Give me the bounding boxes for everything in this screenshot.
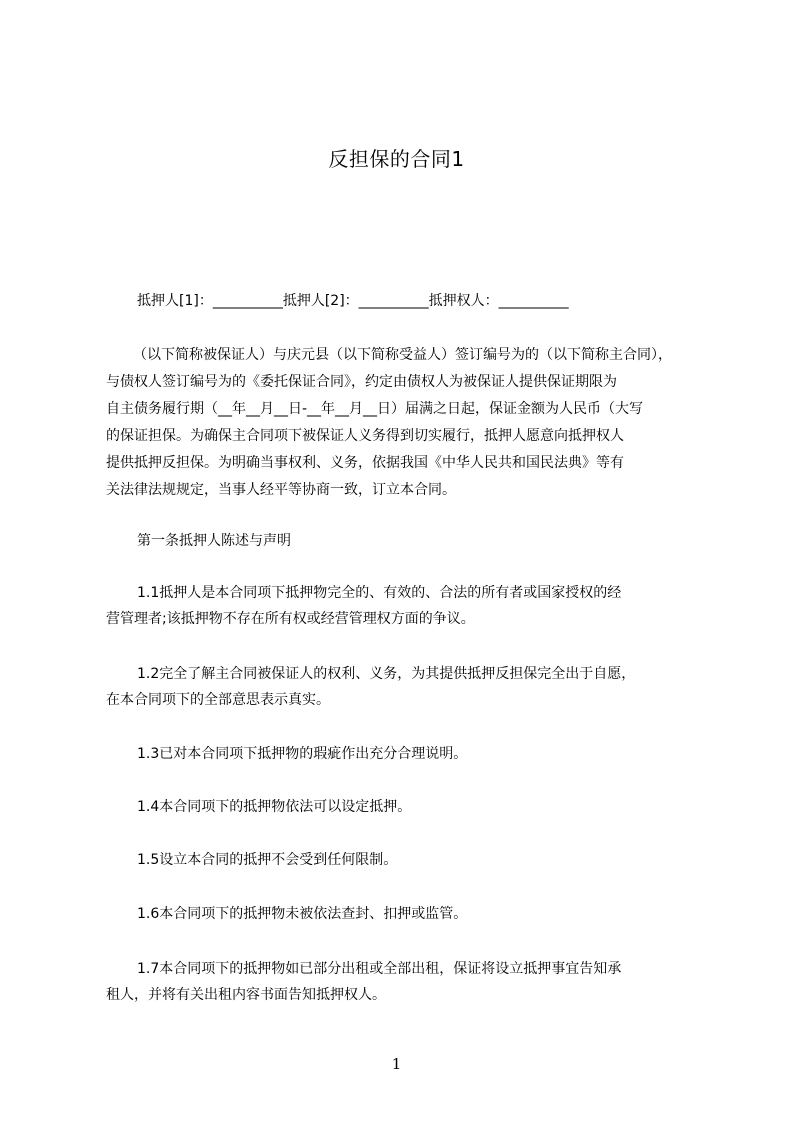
intro-line-1: （以下简称被保证人）与庆元县（以下简称受益人）签订编号为的（以下简称主合同）， [133,347,672,363]
intro-line-2: 与债权人签订编号为的《委托保证合同》，约定由债权人为被保证人提供保证期限为 [106,374,617,390]
clause-1-2-line-1: 1.2完全了解主合同被保证人的权利、义务，为其提供抵押反担保完全出于自愿， [137,666,636,682]
document-title: 反担保的合同1 [328,147,465,171]
clause-1-2-line-2: 在本合同项下的全部意思表示真实。 [106,692,330,708]
intro-line-3: 自主债务履行期（__年__月__日-__年__月__日）届满之日起，保证金额为人民币（大写 [106,401,644,417]
intro-line-4: 的保证担保。为确保主合同项下被保证人义务得到切实履行，抵押人愿意向抵押权人 [106,428,624,444]
clause-1-6: 1.6本合同项下的抵押物未被依法查封、扣押或监管。 [137,906,468,922]
clause-1-1-line-2: 营管理者;该抵押物不存在所有权或经营管理权方面的争议。 [106,611,475,627]
parties-line: 抵押人[1]：__________抵押人[2]：__________抵押权人：__________ [137,293,569,309]
clause-1-4: 1.4本合同项下的抵押物依法可以设定抵押。 [137,799,412,815]
intro-line-6: 关法律法规规定，当事人经平等协商一致，订立本合同。 [106,482,456,498]
clause-1-1-line-1: 1.1抵押人是本合同项下抵押物完全的、有效的、合法的所有者或国家授权的经 [137,585,622,601]
clause-1-7-line-2: 租人，并将有关出租内容书面告知抵押权人。 [106,987,386,1003]
clause-1-7-line-1: 1.7本合同项下的抵押物如已部分出租或全部出租，保证将设立抵押事宜告知承 [137,961,622,977]
clause-1-5: 1.5设立本合同的抵押不会受到任何限制。 [137,852,398,868]
intro-line-5: 提供抵押反担保。为明确当事权利、义务，依据我国《中华人民共和国民法典》等有 [106,455,624,471]
page-number: 1 [391,1055,402,1073]
clause-1-3: 1.3已对本合同项下抵押物的瑕疵作出充分合理说明。 [137,746,468,762]
section-heading: 第一条抵押人陈述与声明 [137,533,291,549]
